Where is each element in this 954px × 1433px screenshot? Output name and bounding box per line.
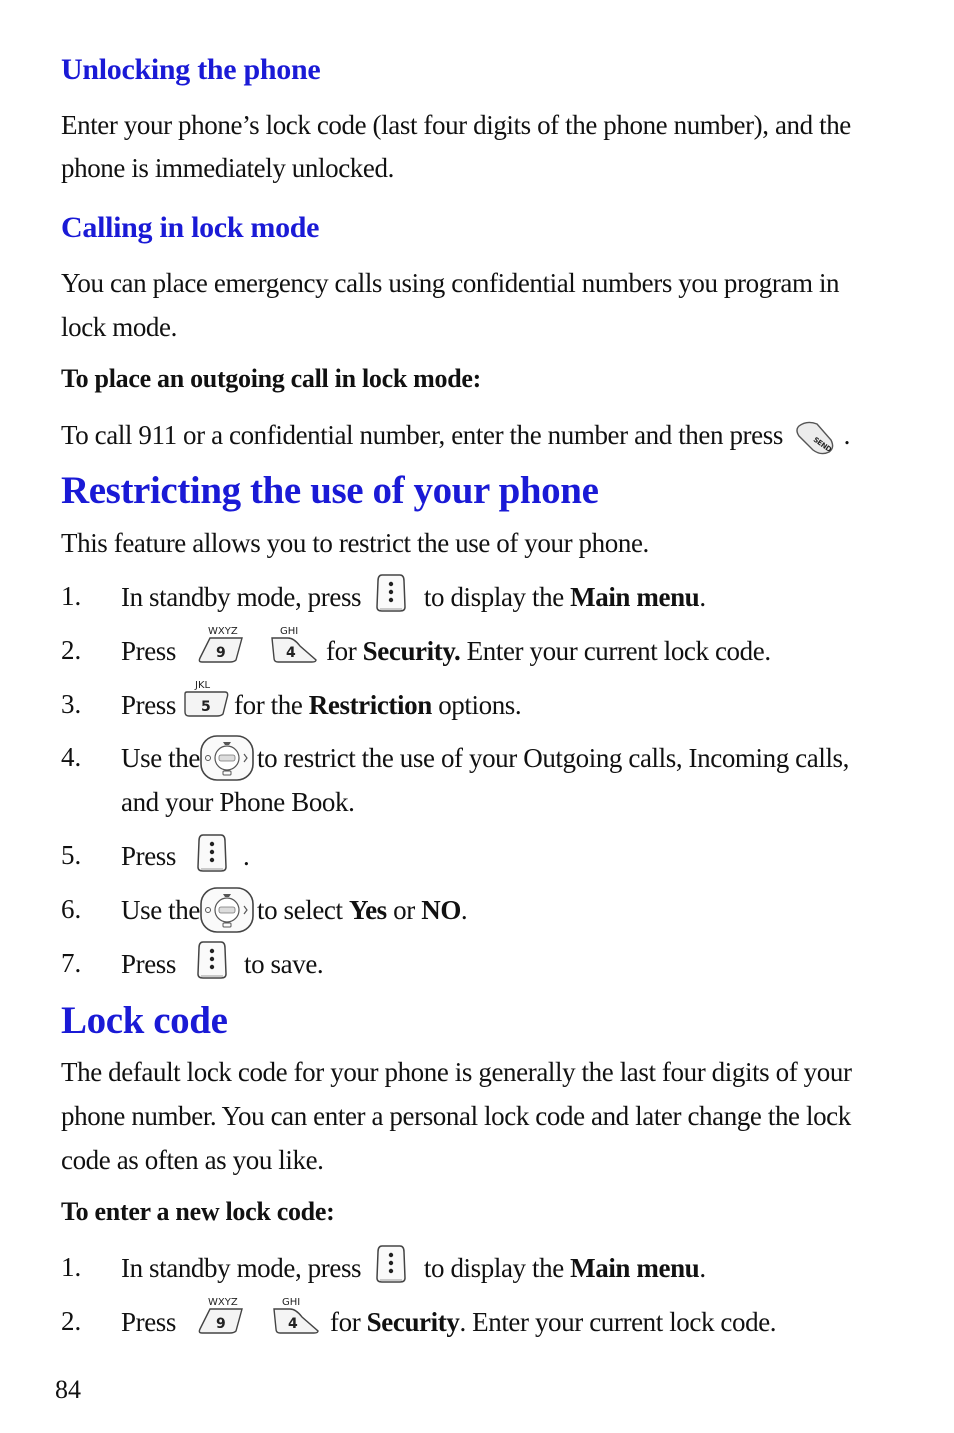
restrict-step-4-label: Use the [121, 743, 200, 773]
svg-text:9: 9 [216, 645, 226, 661]
lockcode-text-line1: The default lock code for your phone is generally the last four digits of your [61, 1057, 852, 1087]
step-text: for the [234, 690, 303, 720]
restrict-step-7-label: Press [121, 949, 177, 979]
send-key-icon [793, 418, 837, 458]
svg-text:WXYZ: WXYZ [208, 626, 238, 637]
restrict-step-2 [121, 629, 176, 673]
step-number: 5. [61, 840, 82, 870]
step-number: 6. [61, 894, 82, 924]
lockcode-subheading: To enter a new lock code: [61, 1197, 335, 1226]
step-text: for [326, 636, 357, 666]
menu-key-icon [374, 573, 408, 613]
step-number: 7. [61, 948, 82, 978]
step-text: or [393, 895, 415, 925]
menu-key-icon [195, 833, 229, 873]
key-4-icon [270, 1293, 322, 1340]
key-9-icon [196, 1293, 246, 1340]
calling-text-line2: lock mode. [61, 312, 177, 342]
calling-instruction-end: . [843, 420, 851, 450]
step-text: In standby mode, press [121, 582, 362, 612]
key-5-icon [181, 676, 231, 723]
key-9-icon [196, 622, 246, 669]
menu-key-icon [195, 940, 229, 980]
heading-calling: Calling in lock mode [61, 211, 320, 244]
step-text: Press [121, 690, 177, 720]
heading-restricting: Restricting the use of your phone [61, 469, 599, 512]
svg-text:JKL: JKL [195, 680, 211, 691]
step-text: for [330, 1307, 361, 1337]
svg-text:WXYZ: WXYZ [208, 1297, 238, 1308]
step-number: 3. [61, 689, 82, 719]
svg-text:GHI: GHI [282, 1297, 301, 1308]
svg-text:5: 5 [201, 699, 211, 715]
navigation-key-icon [199, 734, 255, 782]
step-bold-text: Yes [348, 895, 387, 925]
step-text: to display the [423, 1253, 564, 1283]
calling-subheading: To place an outgoing call in lock mode: [61, 364, 481, 393]
step-number: 4. [61, 742, 82, 772]
calling-instruction [61, 413, 850, 458]
step-text: . Enter your current lock code. [459, 1307, 777, 1337]
svg-text:4: 4 [288, 1316, 298, 1332]
svg-text:GHI: GHI [280, 626, 299, 637]
calling-instruction-text: To call 911 or a confidential number, enter the number and then press [61, 420, 783, 450]
step-text: . [460, 895, 468, 925]
restrict-step-2-rest [326, 629, 771, 673]
svg-text:4: 4 [286, 645, 296, 661]
lockcode-text-line2: phone number. You can enter a personal lock code and later change the lock [61, 1101, 851, 1131]
lockcode-text-line3: code as often as you like. [61, 1145, 324, 1175]
step-number: 1. [61, 1252, 82, 1282]
svg-text:9: 9 [216, 1316, 226, 1332]
step-number: 2. [61, 635, 82, 665]
restrict-step-4-text: to restrict the use of your Outgoing calls, Incoming calls, [257, 743, 850, 773]
step-text: Press [121, 636, 177, 666]
step-text: to select [257, 895, 343, 925]
step-text: to display the [423, 582, 564, 612]
lockcode-step-2-rest [330, 1300, 776, 1344]
restrict-step-5-end: . [243, 841, 250, 871]
restrict-step-4-continued: and your Phone Book. [121, 787, 355, 817]
heading-lock-code: Lock code [61, 999, 228, 1042]
step-text: . [699, 582, 706, 612]
restrict-step-3-rest [234, 683, 521, 727]
restrict-step-7-text: to save. [244, 949, 324, 979]
step-text: In standby mode, press [121, 1253, 362, 1283]
step-text: Enter your current lock code. [466, 636, 771, 666]
lockcode-step-1 [121, 1246, 706, 1290]
restricting-intro: This feature allows you to restrict the use of your phone. [61, 528, 649, 558]
step-number: 1. [61, 581, 82, 611]
restrict-step-6-text [257, 888, 467, 932]
unlocking-text-line1: Enter your phone’s lock code (last four digits of the phone number), and the [61, 110, 851, 140]
calling-text-line1: You can place emergency calls using confidential numbers you program in [61, 268, 840, 298]
menu-key-icon [374, 1244, 408, 1284]
step-bold-text: Main menu [570, 582, 700, 612]
step-bold-text: NO [421, 895, 461, 925]
step-bold-text: Security [366, 1307, 460, 1337]
restrict-step-5-label: Press [121, 841, 177, 871]
unlocking-text-line2: phone is immediately unlocked. [61, 153, 394, 183]
restrict-step-3 [121, 683, 176, 727]
step-number: 2. [61, 1306, 82, 1336]
heading-unlocking: Unlocking the phone [61, 53, 321, 86]
key-4-icon [268, 622, 320, 669]
restrict-step-1 [121, 575, 706, 619]
step-bold-text: Restriction [308, 690, 432, 720]
step-text: . [699, 1253, 706, 1283]
step-text: options. [438, 690, 522, 720]
step-bold-text: Main menu [570, 1253, 700, 1283]
page-number: 84 [55, 1375, 81, 1404]
step-bold-text: Security. [362, 636, 461, 666]
lockcode-step-2: Press [121, 1307, 177, 1337]
restrict-step-6-label: Use the [121, 895, 200, 925]
navigation-key-icon [199, 886, 255, 934]
